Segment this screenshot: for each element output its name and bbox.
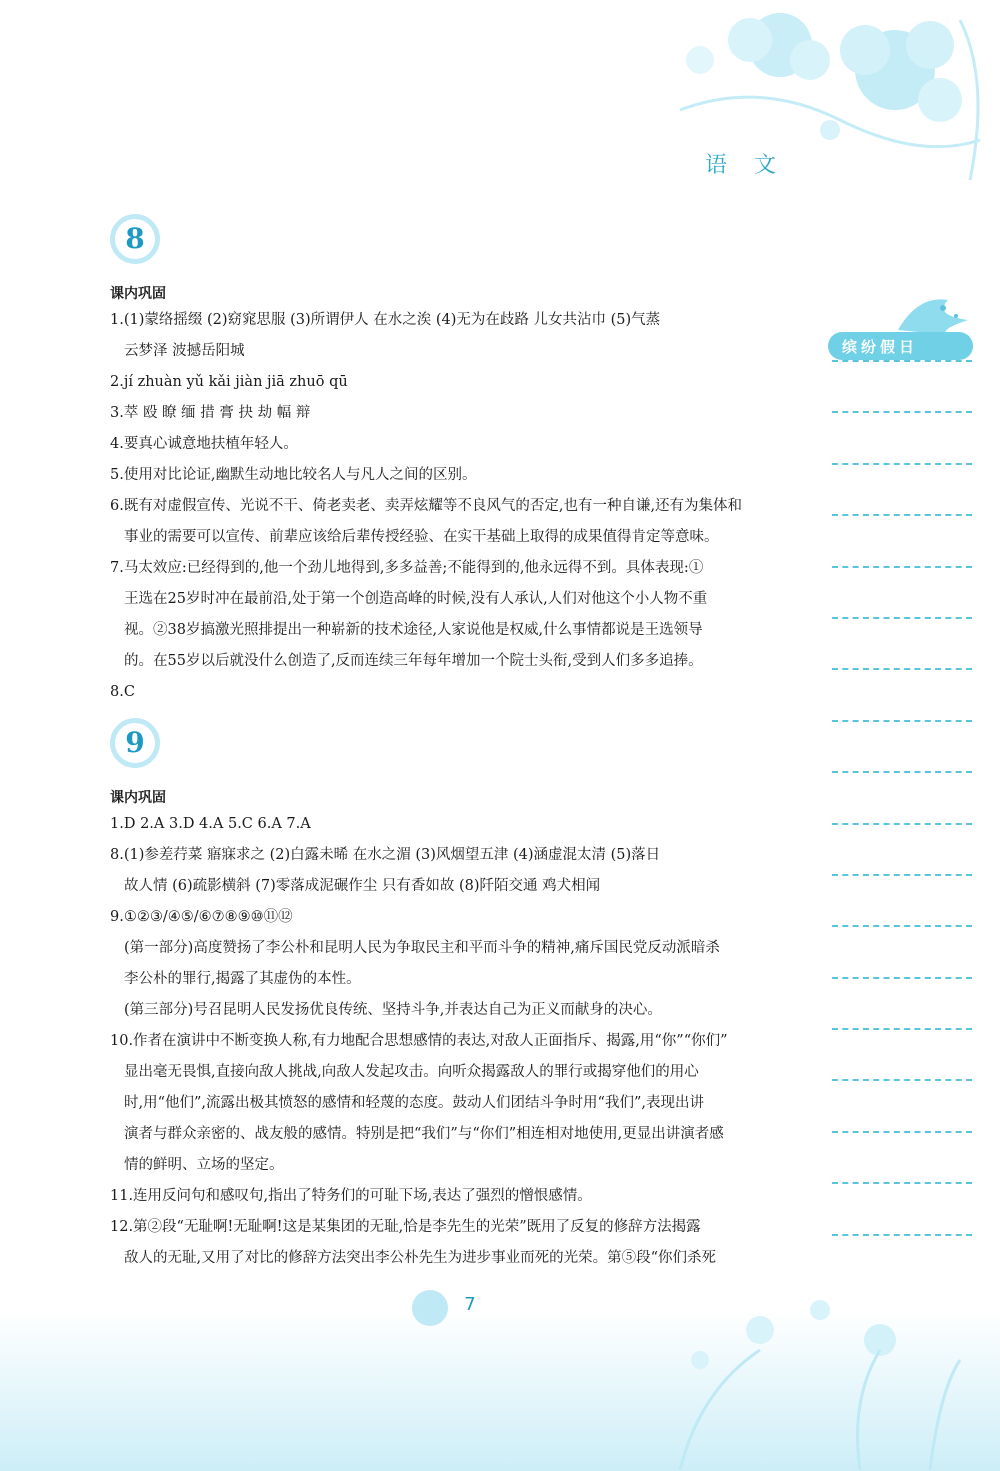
answer-line: 3.萃 殴 瞭 缅 措 膏 抉 劫 幅 辩 — [110, 405, 311, 421]
side-banner-label: 缤纷假日 — [842, 338, 919, 356]
answer-line: 8.(1)参差荇菜 寤寐求之 (2)白露未晞 在水之湄 (3)风烟望五津 (4)涵虚混太清 (5)落日 — [110, 847, 661, 863]
answer-blank-line — [832, 360, 972, 362]
section-number: 9 — [125, 726, 145, 759]
page-number-badge — [410, 1288, 476, 1328]
answer-line: 显出毫无畏惧,直接向敌人挑战,向敌人发起攻击。向听众揭露敌人的罪行或揭穿他们的用心 — [124, 1064, 699, 1080]
answer-line: 11.连用反问句和感叹句,指出了特务们的可耻下场,表达了强烈的憎恨感情。 — [110, 1188, 592, 1204]
answer-line: (第三部分)号召昆明人民发扬优良传统、坚持斗争,并表达自己为正义而献身的决心。 — [124, 1002, 662, 1018]
page-number: 7 — [464, 1294, 476, 1315]
answer-line: 事业的需要可以宣传、前辈应该给后辈传授经验、在实干基础上取得的成果值得肯定等意味。 — [124, 529, 719, 545]
answer-blank-line — [832, 1234, 972, 1236]
answer-line: 情的鲜明、立场的坚定。 — [124, 1157, 284, 1173]
answer-blank-line — [832, 720, 972, 722]
answer-line: 王选在25岁时冲在最前沿,处于第一个创造高峰的时候,没有人承认,人们对他这个小人物不重 — [124, 591, 708, 607]
answer-blank-line — [832, 1079, 972, 1081]
answer-line: 云梦泽 波撼岳阳城 — [124, 343, 245, 359]
answer-blank-line — [832, 771, 972, 773]
answer-blank-line — [832, 977, 972, 979]
answer-blank-line — [832, 668, 972, 670]
flower-icon — [410, 1288, 450, 1328]
section-label: 课内巩固 — [110, 286, 166, 302]
answer-blank-line — [832, 1182, 972, 1184]
section-number: 8 — [125, 222, 145, 255]
answer-line: 敌人的无耻,又用了对比的修辞方法突出李公朴先生为进步事业而死的光荣。第⑤段“你们杀死 — [124, 1250, 717, 1266]
answer-blank-line — [832, 1028, 972, 1030]
subject-title: 语 文 — [705, 153, 786, 178]
answer-blank-line — [832, 617, 972, 619]
answer-blank-line — [832, 411, 972, 413]
answer-line: 7.马太效应:已经得到的,他一个劲儿地得到,多多益善;不能得到的,他永远得不到。具体表现:① — [110, 560, 704, 576]
section-label: 课内巩固 — [110, 790, 166, 806]
section-badge-8 — [108, 212, 162, 266]
answer-line: 1.(1)蒙络摇缀 (2)窈窕思服 (3)所谓伊人 在水之涘 (4)无为在歧路 儿女共沾巾 (5)气蒸 — [110, 312, 661, 328]
answer-blank-line — [832, 463, 972, 465]
answer-line: 12.第②段“无耻啊!无耻啊!这是某集团的无耻,恰是李先生的光荣”既用了反复的修辞方法揭露 — [110, 1219, 701, 1235]
answer-blank-line — [832, 1131, 972, 1133]
answer-lines — [832, 360, 972, 1285]
answer-line: 时,用“他们”,流露出极其愤怒的感情和轻蔑的态度。鼓动人们团结斗争时用“我们”,表现出讲 — [124, 1095, 704, 1111]
answer-line: 6.既有对虚假宣传、光说不干、倚老卖老、卖弄炫耀等不良风气的否定,也有一种自谦,还有为集体和 — [110, 498, 743, 514]
answer-line: (第一部分)高度赞扬了李公朴和昆明人民为争取民主和平而斗争的精神,痛斥国民党反动派暗杀 — [124, 940, 720, 956]
section-badge-9 — [108, 716, 162, 770]
answer-blank-line — [832, 823, 972, 825]
answer-line: 4.要真心诚意地扶植年轻人。 — [110, 436, 298, 452]
side-banner — [828, 290, 978, 365]
floral-decoration-bottom — [0, 1270, 1000, 1471]
answer-line: 10.作者在演讲中不断变换人称,有力地配合思想感情的表达,对敌人正面指斥、揭露,用“你”“你们” — [110, 1033, 728, 1049]
answer-line: 李公朴的罪行,揭露了其虚伪的本性。 — [124, 971, 361, 987]
answer-blank-line — [832, 874, 972, 876]
answer-line: 的。在55岁以后就没什么创造了,反而连续三年每年增加一个院士头衔,受到人们多多追捧。 — [124, 653, 703, 669]
answer-line: 8.C — [110, 684, 135, 700]
answer-line: 故人情 (6)疏影横斜 (7)零落成泥碾作尘 只有香如故 (8)阡陌交通 鸡犬相闻 — [124, 878, 601, 894]
answer-blank-line — [832, 514, 972, 516]
answer-line: 视。②38岁搞激光照排提出一种崭新的技术途径,人家说他是权威,什么事情都说是王选领导 — [124, 622, 703, 638]
answer-line: 演者与群众亲密的、战友般的感情。特别是把“我们”与“你们”相连相对地使用,更显出讲演者感 — [124, 1126, 724, 1142]
answer-blank-line — [832, 925, 972, 927]
answer-blank-line — [832, 566, 972, 568]
answer-line: 5.使用对比论证,幽默生动地比较名人与凡人之间的区别。 — [110, 467, 477, 483]
answer-line: 9.①②③/④⑤/⑥⑦⑧⑨⑩⑪⑫ — [110, 909, 293, 925]
answer-line: 2.jí zhuàn yǔ kǎi jiàn jiā zhuō qū — [110, 374, 348, 390]
answer-line: 1.D 2.A 3.D 4.A 5.C 6.A 7.A — [110, 816, 311, 832]
floral-decoration-top — [640, 0, 1000, 200]
